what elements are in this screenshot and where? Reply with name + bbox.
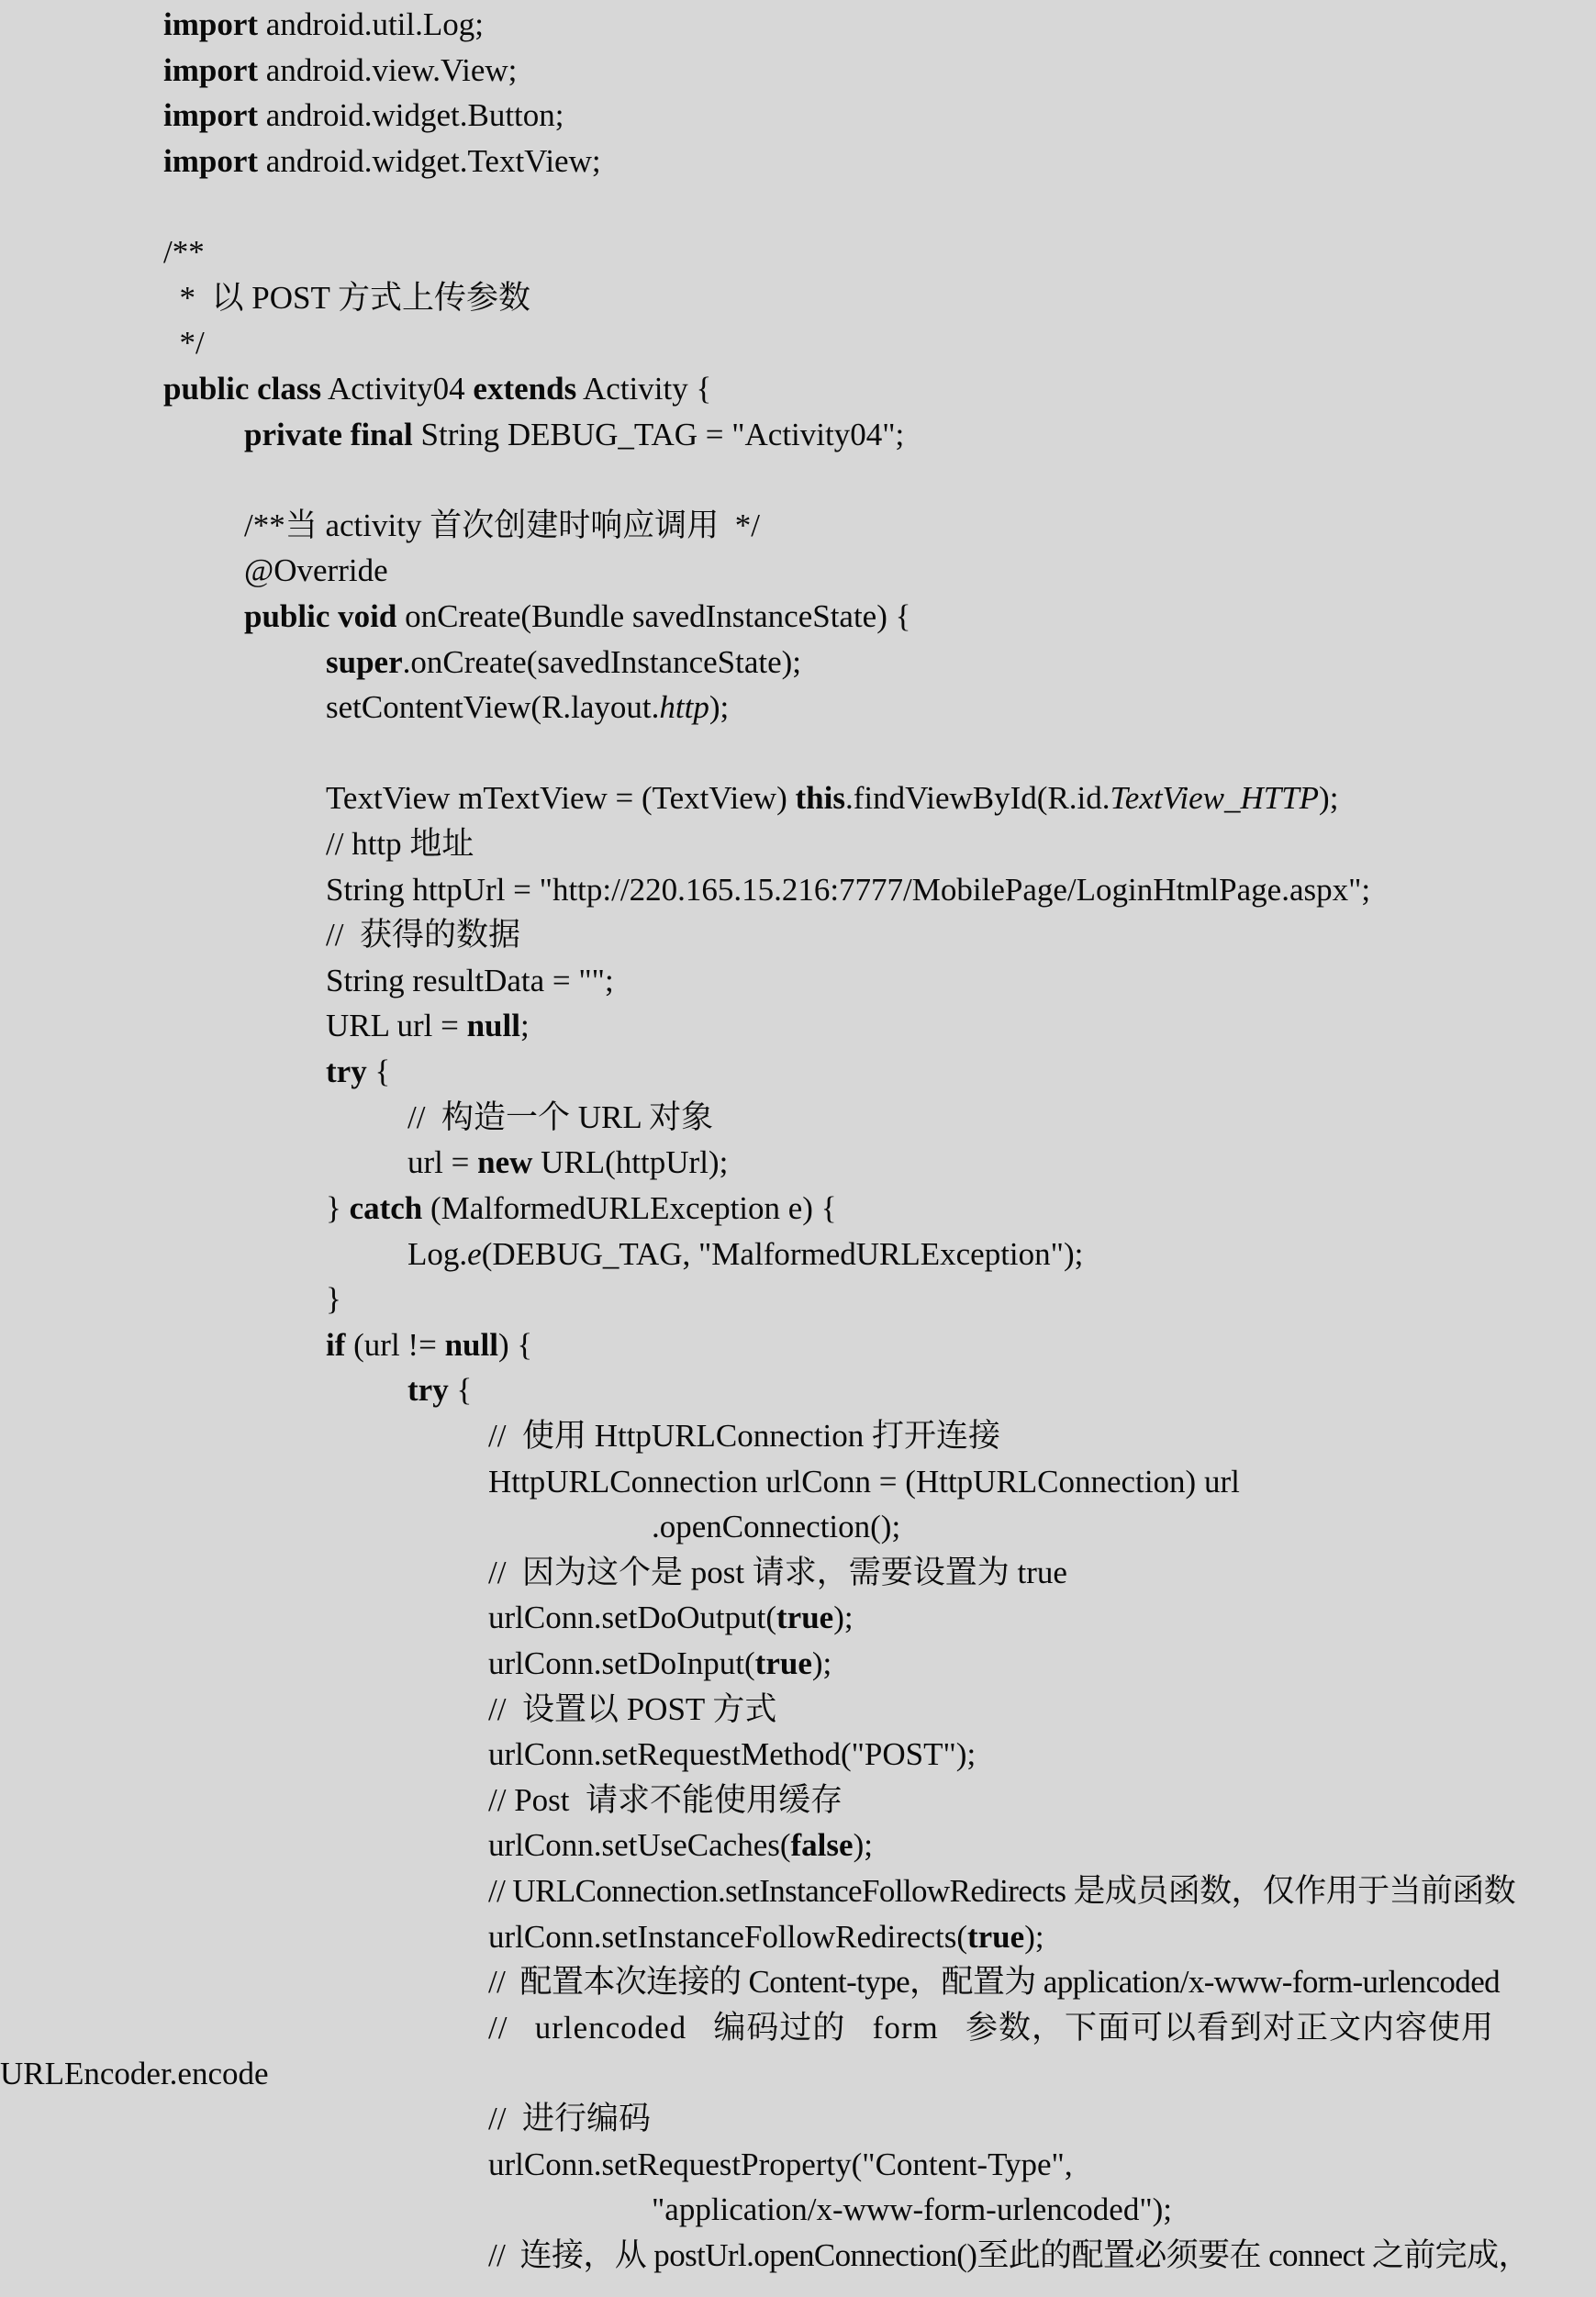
code-keyword: extends — [473, 370, 577, 407]
code-line — [488, 2145, 1073, 2185]
code-line — [163, 369, 711, 409]
code-line — [652, 2190, 1172, 2230]
code-keyword: if — [326, 1326, 346, 1363]
code-text: urlConn.setDoOutput( — [488, 1600, 777, 1636]
code-text: ) { — [497, 1326, 533, 1363]
code-text: URL(httpUrl); — [532, 1144, 729, 1181]
code-text: */ — [163, 325, 205, 362]
code-keyword: this — [795, 780, 845, 817]
code-line — [163, 50, 517, 91]
code-italic-token: e — [467, 1235, 482, 1272]
code-line — [407, 1370, 472, 1411]
code-text: // 因为这个是 post 请求，需要设置为 true — [488, 1554, 1067, 1590]
code-text: ); — [709, 689, 730, 726]
code-text: android.widget.Button; — [258, 97, 564, 134]
code-line — [244, 506, 760, 546]
code-text — [249, 371, 257, 407]
code-line — [488, 1598, 854, 1638]
code-keyword: catch — [349, 1189, 423, 1226]
code-text: * 以 POST 方式上传参数 — [163, 279, 530, 316]
code-text: "application/x-www-form-urlencoded"); — [652, 2191, 1172, 2228]
code-line — [326, 642, 801, 683]
code-line — [244, 597, 910, 637]
code-line — [407, 1098, 713, 1138]
code-text: // 设置以 POST 方式 — [488, 1690, 777, 1727]
code-line — [488, 1462, 1240, 1502]
code-keyword: false — [790, 1827, 854, 1864]
code-line — [488, 1416, 1000, 1456]
code-line — [326, 915, 520, 955]
code-text: URL url = — [326, 1008, 467, 1044]
code-keyword: import — [163, 142, 259, 179]
code-italic-token: http — [659, 689, 709, 726]
code-line — [488, 1871, 1515, 1912]
code-text: /**当 activity 首次创建时响应调用 */ — [244, 507, 760, 543]
code-text: urlConn.setRequestMethod("POST"); — [488, 1736, 977, 1773]
code-keyword: new — [477, 1144, 533, 1181]
code-text: setContentView(R.layout. — [326, 689, 660, 726]
code-line — [163, 232, 205, 273]
code-text: String DEBUG_TAG = "Activity04"; — [412, 416, 905, 452]
code-keyword: true — [966, 1918, 1025, 1955]
code-line — [407, 1234, 1083, 1275]
code-text — [342, 417, 351, 452]
code-text: String resultData = ""; — [326, 962, 614, 998]
code-text: android.util.Log; — [258, 6, 484, 42]
code-text: String httpUrl = "http://220.165.15.216:7777/MobilePage/LoginHtmlPage.aspx"; — [326, 871, 1371, 908]
code-text: // 配置本次连接的 Content-type，配置为 application/x-www-form-urlencoded — [488, 1964, 1501, 2001]
code-text: // 获得的数据 — [326, 917, 520, 953]
code-text: ); — [1319, 780, 1339, 817]
code-line — [488, 1962, 1500, 2002]
code-text: urlConn.setInstanceFollowRedirects( — [488, 1918, 967, 1955]
code-line — [652, 1507, 900, 1547]
code-text: onCreate(Bundle savedInstanceState) { — [396, 597, 911, 634]
code-text: (MalformedURLException e) { — [422, 1189, 837, 1226]
code-text: { — [448, 1372, 473, 1409]
code-line — [163, 323, 205, 363]
code-line — [326, 1279, 341, 1320]
code-line — [244, 551, 388, 591]
code-text: (DEBUG_TAG, "MalformedURLException"); — [481, 1235, 1084, 1272]
code-text: // Post 请求不能使用缓存 — [488, 1781, 843, 1818]
code-line — [488, 1553, 1067, 1593]
code-line — [326, 1052, 390, 1092]
code-line — [244, 415, 904, 455]
code-line — [326, 870, 1370, 910]
code-line — [326, 1188, 837, 1229]
code-text: { — [366, 1054, 391, 1090]
code-text: URLEncoder.encode — [0, 2055, 269, 2091]
code-text: urlConn.setRequestProperty("Content-Type", — [488, 2146, 1073, 2182]
code-line — [488, 1825, 873, 1866]
code-line — [488, 1689, 776, 1730]
code-text: // 连接，从 postUrl.openConnection()至此的配置必须要在 connect 之前完成， — [488, 2236, 1530, 2273]
code-text: } — [326, 1281, 341, 1318]
code-text: // 构造一个 URL 对象 — [407, 1098, 714, 1135]
code-text: .openConnection(); — [652, 1509, 901, 1545]
code-line — [326, 687, 729, 728]
code-text: // urlencoded 编码过的 form 参数，下面可以看到对正文内容使用 — [488, 2009, 1494, 2046]
code-text: urlConn.setUseCaches( — [488, 1827, 791, 1864]
code-line — [326, 778, 1338, 819]
code-text: ); — [1024, 1918, 1044, 1955]
code-line — [163, 5, 484, 45]
code-line — [488, 2236, 1530, 2276]
code-line — [488, 2008, 1494, 2048]
code-line — [488, 1644, 831, 1684]
code-text: TextView mTextView = (TextView) — [326, 780, 796, 817]
code-keyword: null — [444, 1326, 498, 1363]
code-keyword: true — [776, 1600, 834, 1636]
code-line — [407, 1143, 728, 1183]
code-text: ); — [853, 1827, 873, 1864]
code-keyword: import — [163, 97, 259, 134]
code-text: HttpURLConnection urlConn = (HttpURLConnection) url — [488, 1463, 1240, 1500]
code-text: // URLConnection.setInstanceFollowRedirects 是成员函数，仅作用于当前函数 — [488, 1873, 1516, 1910]
code-keyword: public — [244, 597, 330, 634]
code-keyword: final — [350, 416, 413, 452]
code-keyword: private — [244, 416, 342, 452]
code-keyword: void — [338, 597, 397, 634]
code-line — [326, 824, 474, 864]
code-keyword: super — [326, 643, 403, 680]
code-text — [329, 598, 338, 634]
code-line — [0, 2054, 269, 2094]
code-text: // 进行编码 — [488, 2101, 651, 2137]
code-line — [326, 1006, 530, 1046]
code-keyword: try — [407, 1372, 449, 1409]
code-text: .onCreate(savedInstanceState); — [402, 643, 802, 680]
code-keyword: import — [163, 51, 259, 88]
code-text: Activity { — [576, 370, 712, 407]
code-line — [163, 141, 601, 182]
code-italic-token: TextView_HTTP — [1110, 780, 1320, 817]
code-line — [326, 1325, 532, 1366]
code-text: // http 地址 — [326, 826, 474, 863]
code-line — [488, 1917, 1044, 1957]
code-text: android.view.View; — [258, 51, 518, 88]
code-text: urlConn.setDoInput( — [488, 1645, 755, 1682]
code-line — [488, 2099, 651, 2139]
code-text: (url != — [345, 1326, 445, 1363]
code-text: Log. — [407, 1235, 468, 1272]
code-text: @Override — [244, 552, 388, 589]
code-text: Activity04 — [321, 370, 474, 407]
code-keyword: class — [257, 370, 322, 407]
code-text: android.widget.TextView; — [258, 142, 601, 179]
code-keyword: try — [326, 1054, 367, 1090]
code-text: /** — [163, 234, 205, 271]
code-text: ); — [811, 1645, 832, 1682]
code-text: ; — [519, 1008, 530, 1044]
code-keyword: null — [466, 1008, 520, 1044]
code-keyword: import — [163, 6, 259, 42]
code-text: ); — [833, 1600, 854, 1636]
code-keyword: public — [163, 370, 250, 407]
code-text: url = — [407, 1144, 478, 1181]
code-text: } — [326, 1189, 350, 1226]
code-line — [326, 961, 614, 1001]
code-line — [163, 95, 564, 136]
code-text: .findViewById(R.id. — [844, 780, 1111, 817]
code-keyword: true — [754, 1645, 812, 1682]
code-line — [488, 1734, 976, 1775]
code-text: // 使用 HttpURLConnection 打开连接 — [488, 1417, 1001, 1454]
code-line — [163, 278, 530, 318]
code-line — [488, 1780, 843, 1821]
